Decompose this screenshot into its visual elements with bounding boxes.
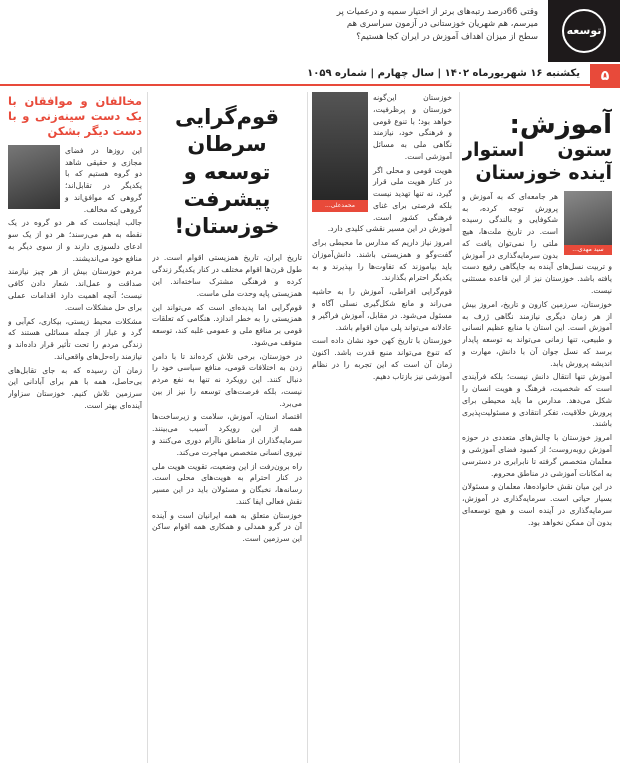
paragraph: مردم خوزستان بیش از هر چیز نیازمند صداقت و عمل‌اند. شعار دادن کافی نیست؛ آنچه اهمیت دارد اقدامات عملی برای حل مشکلات است.	[8, 267, 142, 312]
paragraph: در این میان نقش خانواده‌ها، معلمان و مسئولان بسیار حیاتی است. سرمایه‌گذاری در آموزش، سرمایه‌گذاری در آینده است و هیچ توسعه‌ای بدون آن ممکن نخواهد بود.	[462, 482, 612, 527]
author-name: سید مهدی...	[564, 245, 612, 255]
paragraph: خوزستان متعلق به همه ایرانیان است و آینده آن در گرو همدلی و همکاری همه اقوام ساکن این سرزمین است.	[152, 510, 302, 544]
paragraph: خوزستان با تاریخ کهن خود نشان داده است که تنوع می‌تواند منبع قدرت باشد. اکنون زمان آن است که این تجربه را در نظام آموزشی نیز بازتاب دهیم.	[312, 336, 452, 381]
author-photo	[8, 145, 60, 209]
paragraph: جالب اینجاست که هر دو گروه در یک نقطه به هم می‌رسند؛ هر دو از یک سو ادعای دلسوزی دارند و از سوی دیگر به منافع خود می‌اندیشند.	[8, 218, 142, 263]
paragraph: مشکلات محیط زیستی، بیکاری، کم‌آبی و گرد و غبار از جمله مسائلی هستند که زندگی مردم را تحت تأثیر قرار داده‌اند و نیازمند راه‌حل‌های واقعی‌اند.	[8, 316, 142, 361]
article-continuation	[312, 92, 452, 763]
paragraph: زمان آن رسیده که به جای تقابل‌های بی‌حاصل، همه با هم برای آبادانی این سرزمین تلاش کنیم. خوزستان سزاوار آینده‌ای بهتر است.	[8, 365, 142, 410]
paragraph: هر جامعه‌ای که به آموزش و پرورش توجه کرده، به شکوفایی و بالندگی رسیده است. در تاریخ ملت‌ها، هیچ ملتی را نمی‌توان یافت که بدون سرمایه‌گذاری در آموزش و تربیت نسل‌های آینده به جایگاهی رفیع دست یافته باشد. خوزستان نیز از این قاعده مستثنی نیست.	[462, 191, 612, 296]
paragraph: تاریخ ایران، تاریخ همزیستی اقوام است. در طول قرن‌ها اقوام مختلف در کنار یکدیگر زندگی کرده و فرهنگی مشترک ساخته‌اند. این همزیستی پایه وحدت ملی ماست.	[152, 253, 302, 298]
article-ethnicism	[152, 92, 302, 763]
author-photo	[564, 191, 612, 255]
paragraph: هویت قومی و محلی اگر در کنار هویت ملی قرار گیرد، نه تنها تهدید نیست بلکه فرصتی برای غنای فرهنگی کشور است. آموزش در این مسیر نقشی کلیدی دارد.	[327, 165, 452, 234]
paragraph: قوم‌گرایی افراطی، آموزش را به حاشیه می‌راند و مانع شکل‌گیری نسلی آگاه و مسئول می‌شود. در مقابل، آموزش فراگیر و عادلانه می‌تواند پلی میان اقوام باشد.	[312, 287, 452, 332]
newspaper-logo	[548, 0, 620, 62]
paragraph: امروز خوزستان با چالش‌های متعددی در حوزه آموزش روبه‌روست؛ از کمبود فضای آموزشی و معلمان متخصص گرفته تا نابرابری در دسترسی به امکانات آموزشی در مناطق محروم.	[462, 433, 612, 478]
article-education	[462, 92, 612, 763]
column-divider	[459, 92, 460, 763]
paragraph: این روزها در فضای مجازی و حقیقی شاهد دو گروه هستیم که با یکدیگر در تقابل‌اند؛ گروهی که موافق‌اند و گروهی که مخالف.	[65, 145, 142, 214]
column-divider	[147, 92, 148, 763]
paragraph: اقتصاد استان، آموزش، سلامت و زیرساخت‌ها همه از این رویکرد آسیب می‌بینند. سرمایه‌گذاران از مناطق ناآرام دوری می‌کنند و نیروی انسانی متخصص مهاجرت می‌کند.	[152, 412, 302, 457]
page-number: ۵	[590, 64, 620, 88]
author-portrait	[312, 92, 368, 212]
article-subtitle: ستون استوار آینده خوزستان	[462, 139, 612, 185]
article-opponents	[8, 92, 142, 763]
article-headline: قوم‌گرایی سرطان توسعه و پیشرفت خوزستان!	[174, 105, 280, 239]
paragraph: امروز نیاز داریم که مدارس ما محیطی برای گفت‌وگو و همزیستی باشند. دانش‌آموزان باید بیاموزند که تفاوت‌ها را بپذیرند و به یکدیگر احترام بگذارند.	[312, 238, 452, 283]
header-intro-text: وقتی 66درصد رتبه‌های برتر از اختیار سمیه و درعمیات پر میرسم، هم شهریان خوزستانی در آزمون سراسری هم سطح از میزان اهداف آموزش در ایران کجا هستیم؟	[336, 7, 538, 42]
paragraph: قوم‌گرایی اما پدیده‌ای است که می‌تواند این همزیستی را به خطر اندازد. هنگامی که تعلقات قومی بر منافع ملی و عمومی غلبه کند، توسعه متوقف می‌شود.	[152, 302, 302, 347]
page-content	[0, 92, 620, 763]
paragraph: راه برون‌رفت از این وضعیت، تقویت هویت ملی در کنار احترام به هویت‌های محلی است. رسانه‌ها، نخبگان و مسئولان باید در این مسیر نقش فعالی ایفا کنند.	[152, 461, 302, 506]
issue-line: یکشنبه ۱۶ شهریورماه ۱۴۰۲ | سال چهارم | شماره ۱۰۵۹	[307, 68, 580, 79]
article-title: آموزش:	[509, 110, 612, 140]
author-name: محمدعلی...	[312, 200, 368, 212]
logo-emblem-icon: توسعه	[562, 9, 606, 53]
paragraph: خوزستان این‌گونه خوزستان و پرظرفیت، خواهد بود؛ با تنوع قومی و فرهنگی خود، نیازمند نگاهی ملی به مسائل آموزشی است.	[373, 93, 452, 161]
column-divider	[307, 92, 308, 763]
paragraph: در خوزستان، برخی تلاش کرده‌اند تا با دامن زدن به اختلافات قومی، منافع سیاسی خود را دنبال کنند. این رویکرد نه تنها به نفع مردم نیست، بلکه فرصت‌های توسعه را نیز از بین می‌برد.	[152, 351, 302, 408]
paragraph: آموزش تنها انتقال دانش نیست؛ بلکه فرآیندی است که شخصیت، فرهنگ و هویت انسان را شکل می‌دهد. مدارس ما باید محیطی برای پرورش خلاقیت، تفکر انتقادی و مسئولیت‌پذیری باشند.	[462, 372, 612, 429]
article-headline: مخالفان و موافقان با یک دست سینه‌زنی و با دست دیگر بشکن	[8, 94, 142, 138]
page-header	[0, 0, 620, 92]
paragraph: خوزستان، سرزمین کارون و تاریخ، امروز بیش از هر زمان دیگری نیازمند نگاهی ژرف به آموزش است. این استان با منابع عظیم انسانی و طبیعی، تنها زمانی می‌تواند به توسعه پایدار برسد که نسل جوان آن با دانش، مهارت و اندیشه پرورش یابد.	[462, 299, 612, 368]
